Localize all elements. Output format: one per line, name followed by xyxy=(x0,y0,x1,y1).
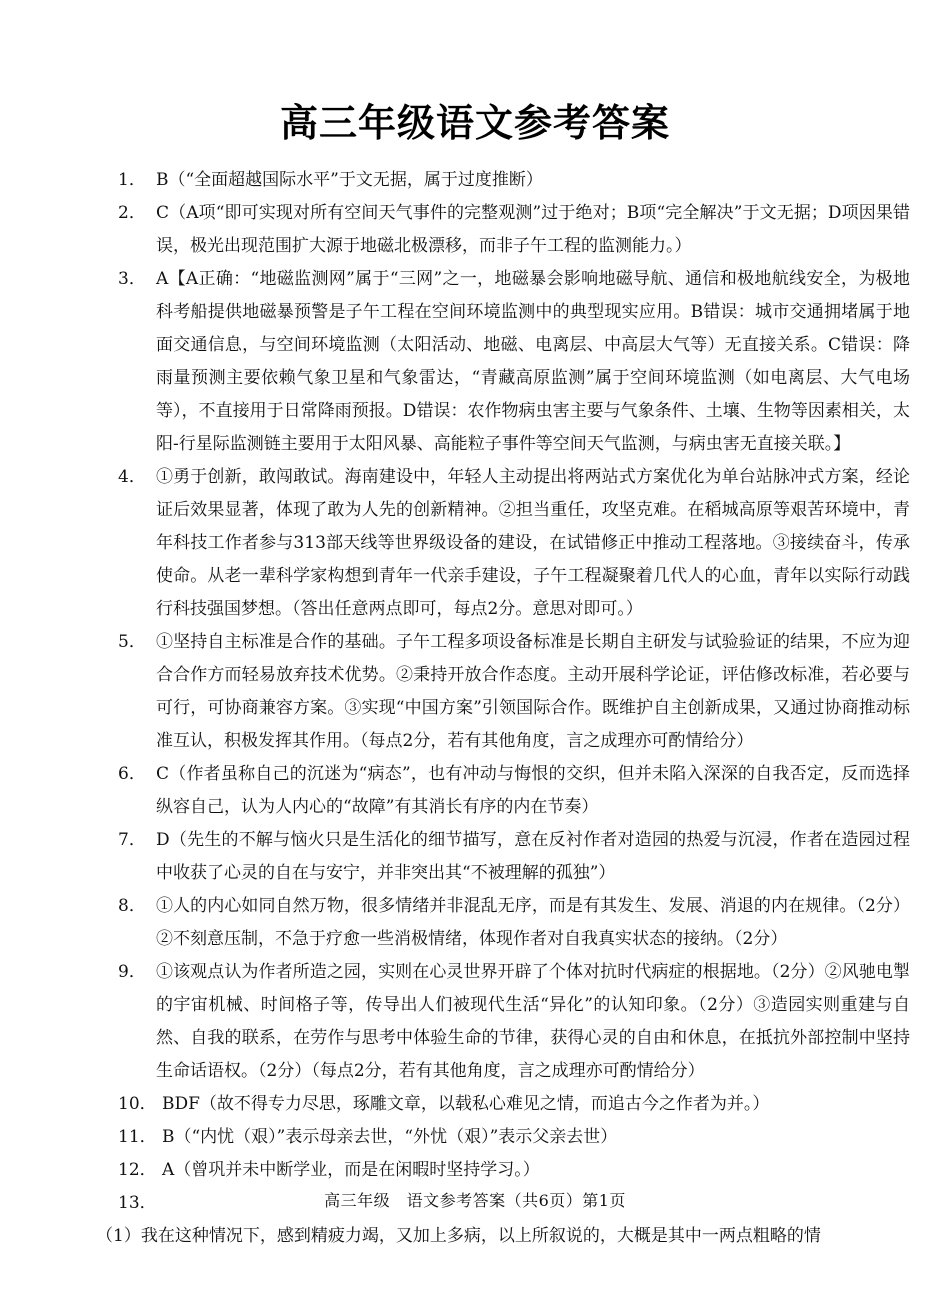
answer-item-11 xyxy=(118,1121,910,1154)
answer-text: ①勇于创新，敢闯敢试。海南建设中，年轻人主动提出将两站式方案优化为单台站脉冲式方案，经论证后效果显著，体现了敢为人先的创新精神。②担当重任，攻坚克难。在稻城高原等艰苦环境中，青年科技工作者参与313部天线等世界级设备的建设，在试错修正中推动工程落地。③接续奋斗，传承使命。从老一辈科学家构想到青年一代亲手建设，子午工程凝聚着几代人的心血，青年以实际行动践行科技强国梦想。（答出任意两点即可，每点2分。意思对即可。） xyxy=(156,467,910,619)
answer-text: A（曾巩并未中断学业，而是在闲暇时坚持学习。） xyxy=(162,1160,540,1180)
answer-item-10 xyxy=(118,1088,910,1121)
answer-text: C（作者虽称自己的沉迷为“病态”，也有冲动与悔恨的交织，但并未陷入深深的自我否定，反而选择纵容自己，认为人内心的“故障”有其消长有序的内在节奏） xyxy=(156,764,910,817)
answer-text: A【A正确：“地磁监测网”属于“三网”之一，地磁暴会影响地磁导航、通信和极地航线安全，为极地科考船提供地磁暴预警是子午工程在空间环境监测中的典型现实应用。B错误：城市交通拥堵属于地面交通信息，与空间环境监测（太阳活动、地磁、电离层、中高层大气等）无直接关系。C错误：降雨量预测主要依赖气象卫星和气象雷达，“青藏高原监测”属于空间环境监测（如电离层、大气电场等），不直接用于日常降雨预报。D错误：农作物病虫害主要与气象条件、土壤、生物等因素相关，太阳-行星际监测链主要用于太阳风暴、高能粒子事件等空间天气监测，与病虫害无直接关联。】 xyxy=(156,269,910,454)
answer-item-4 xyxy=(118,461,910,626)
answer-item-5 xyxy=(118,626,910,758)
answer-item-1 xyxy=(118,164,910,197)
answer-item-6 xyxy=(118,758,910,824)
answer-list xyxy=(96,164,910,1253)
answer-number: 7． xyxy=(118,830,146,850)
answer-text: BDF（故不得专力尽思，琢雕文章，以载私心难见之情，而追古今之作者为并。） xyxy=(162,1094,770,1114)
answer-text: D（先生的不解与恼火只是生活化的细节描写，意在反衬作者对造园的热爱与沉浸，作者在造园过程中收获了心灵的自在与安宁，并非突出其“不被理解的孤独”） xyxy=(156,830,910,883)
answer-text: ①坚持自主标准是合作的基础。子午工程多项设备标准是长期自主研发与试验验证的结果，不应为迎合合作方而轻易放弃技术优势。②秉持开放合作态度。主动开展科学论证，评估修改标准，若必要与可行，可协商兼容方案。③实现“中国方案”引领国际合作。既维护自主创新成果，又通过协商推动标准互认，积极发挥其作用。（每点2分，若有其他角度，言之成理亦可酌情给分） xyxy=(156,632,910,751)
page-footer: 高三年级 语文参考答案（共6页）第1页 xyxy=(324,1191,626,1210)
answer-number: 6． xyxy=(118,764,146,784)
answer-number: 9． xyxy=(118,962,146,982)
answer-number: 11． xyxy=(118,1127,157,1147)
answer-text: B（“内忧（艰）”表示母亲去世，“外忧（艰）”表示父亲去世） xyxy=(162,1127,618,1147)
answer-text: B（“全面超越国际水平”于文无据，属于过度推断） xyxy=(156,170,543,190)
answer-text: C（A项“即可实现对所有空间天气事件的完整观测”过于绝对；B项“完全解决”于文无据；D项因果错误，极光出现范围扩大源于地磁北极漂移，而非子午工程的监测能力。） xyxy=(156,203,910,256)
answer-item-2 xyxy=(118,197,910,263)
answer-number: 3． xyxy=(118,269,146,289)
answer-number: 12． xyxy=(118,1160,157,1180)
answer-item-7 xyxy=(118,824,910,890)
answer-number: 1． xyxy=(118,170,146,190)
page-title: 高三年级语文参考答案 xyxy=(279,101,670,145)
answer-item-13-sub1: （1）我在这种情况下，感到精疲力竭，又加上多病，以上所叙说的，大概是其中一两点粗略的情 xyxy=(96,1226,821,1246)
answer-number: 4． xyxy=(118,467,146,487)
answer-number: 2． xyxy=(118,203,146,223)
answer-text: ①人的内心如同自然万物，很多情绪并非混乱无序，而是有其发生、发展、消退的内在规律。（2分）②不刻意压制，不急于疗愈一些消极情绪，体现作者对自我真实状态的接纳。（2分） xyxy=(156,896,910,949)
answer-number: 13． xyxy=(118,1193,157,1213)
answer-number: 8． xyxy=(118,896,146,916)
answer-item-3 xyxy=(118,263,910,461)
answer-number: 10． xyxy=(118,1094,157,1114)
answer-item-8 xyxy=(118,890,910,956)
answer-number: 5． xyxy=(118,632,146,652)
answer-text: ①该观点认为作者所造之园，实则在心灵世界开辟了个体对抗时代病症的根据地。（2分）②风驰电掣的宇宙机械、时间格子等，传导出人们被现代生活“异化”的认知印象。（2分）③造园实则重建与自然、自我的联系，在劳作与思考中体验生命的节律，获得心灵的自由和休息，在抵抗外部控制中坚持生命话语权。（2分）（每点2分，若有其他角度，言之成理亦可酌情给分） xyxy=(156,962,910,1081)
answer-item-9 xyxy=(118,956,910,1088)
answer-item-12 xyxy=(118,1154,910,1187)
